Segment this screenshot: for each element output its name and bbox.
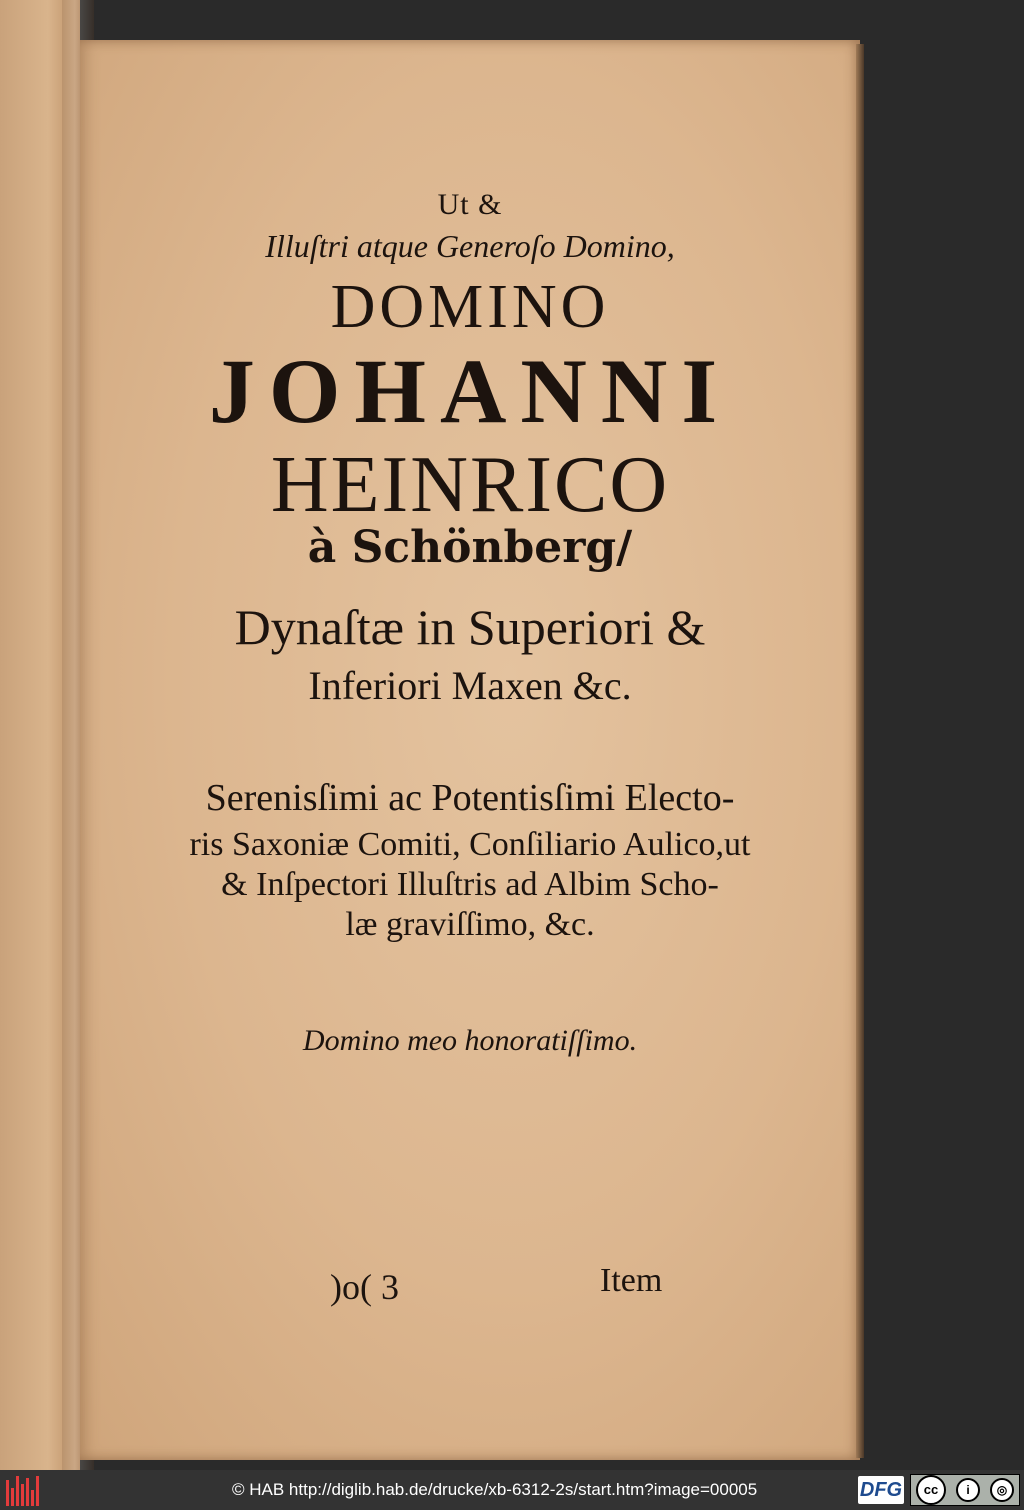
copyright-url[interactable]: © HAB http://diglib.hab.de/drucke/xb-6312-2s/start.htm?image=00005 [232,1480,758,1499]
footer-bar [0,1470,1024,1510]
line-ris-saxoniae: ris Saxoniæ Comiti, Conſiliario Aulico,ut [189,826,751,863]
line-inspectori: & Inſpectori Illuſtris ad Albim Scho- [221,866,719,903]
line-heinrico: HEINRICO [270,441,670,529]
catchword: Item [600,1262,663,1299]
line-johanni: JOHANNI [208,340,732,442]
line-domino: DOMINO [330,273,610,341]
line-ut: Ut & [437,188,503,221]
signature-mark: )o( 3 [330,1267,399,1307]
line-illustri: Illuſtri atque Generoſo Domino, [265,228,675,264]
line-serenissimi: Serenisſimi ac Potentisſimi Electo- [205,777,735,819]
line-domino-meo: Domino meo honoratiſſimo. [302,1024,638,1057]
line-inferiori: Inferiori Maxen &c. [308,663,632,708]
cc-sa-icon: ◎ [990,1478,1014,1502]
cc-license-badge[interactable] [910,1474,1020,1506]
line-schonberg: à Schönberg/ [307,522,633,573]
line-lae-gravissimo: læ graviſſimo, &c. [345,906,595,943]
cc-icon: cc [916,1475,946,1505]
dfg-logo[interactable]: DFG [858,1476,904,1504]
barcode-icon[interactable] [6,1474,40,1506]
line-dynastae: Dynaſtæ in Superiori & [234,599,706,655]
cc-by-icon: i [956,1478,980,1502]
